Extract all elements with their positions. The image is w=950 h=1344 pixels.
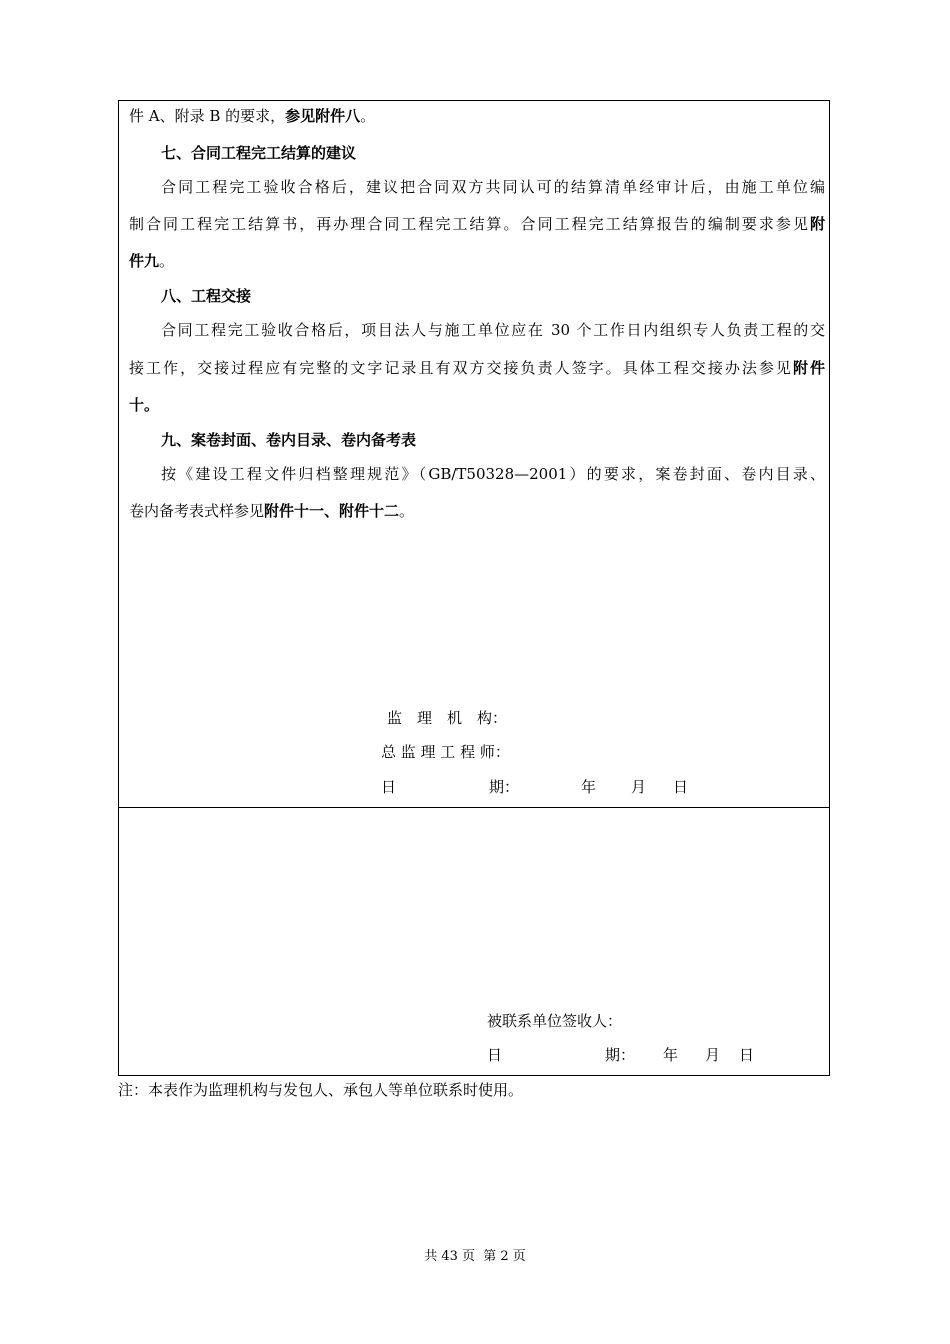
text-line <box>129 501 825 521</box>
body-text: 。 <box>159 252 175 270</box>
attachment-ref: 附件十一、附件十二 <box>264 502 400 520</box>
body-text: 制合同工程完工结算书，再办理合同工程完工结算。合同工程完工结算报告的编制要求参见 <box>129 215 810 233</box>
chief-engineer-label: 总 监 理 工 程 师： <box>381 743 510 761</box>
supervision-org-label: 监 理 机 构： <box>387 709 508 727</box>
attachment-ref: 附 <box>809 215 825 233</box>
attachment-ref: 件九 <box>129 252 160 270</box>
day-label: 日 <box>739 1046 755 1064</box>
body-text: 卷内备考表式样参见 <box>129 502 265 520</box>
section-heading-7: 七、合同工程完工结算的建议 <box>161 144 357 162</box>
body-text: 。 <box>399 502 415 520</box>
year-label: 年 <box>663 1046 679 1064</box>
section-heading-8: 八、工程交接 <box>161 287 252 305</box>
body-text: 件 A、附录 B 的要求， <box>129 107 286 125</box>
form-note: 注：本表作为监理机构与发包人、承包人等单位联系时使用。 <box>118 1081 524 1099</box>
text-line <box>129 358 825 378</box>
attachment-ref: 附件 <box>792 359 825 377</box>
month-label: 月 <box>705 1046 721 1064</box>
date-label-char2: 期： <box>489 778 520 796</box>
date-label-char2: 期： <box>605 1046 636 1064</box>
form-frame <box>118 100 830 1076</box>
month-label: 月 <box>631 778 647 796</box>
text-line <box>129 251 825 271</box>
year-label: 年 <box>581 778 597 796</box>
text-line: 合同工程完工验收合格后，项目法人与施工单位应在 30 个工作日内组织专人负责工程的交 <box>161 321 825 339</box>
text-line: 十。 <box>129 396 160 414</box>
section-heading-9: 九、案卷封面、卷内目录、卷内备考表 <box>161 431 417 449</box>
date-label-char1: 日 <box>487 1046 503 1064</box>
date-label-char1: 日 <box>381 778 397 796</box>
text-line <box>129 106 825 126</box>
form-divider <box>119 807 829 808</box>
total-pages: 共 43 页 <box>424 1249 475 1264</box>
text-line: 合同工程完工验收合格后，建议把合同双方共同认可的结算清单经审计后，由施工单位编 <box>161 178 825 196</box>
page-footer <box>0 1248 950 1266</box>
current-page: 第 2 页 <box>483 1249 526 1264</box>
attachment-ref: 参见附件八 <box>285 107 361 125</box>
text-line <box>129 214 825 234</box>
receiver-label: 被联系单位签收人： <box>487 1012 623 1030</box>
text-line: 按《建设工程文件归档整理规范》（GB/T50328—2001）的要求，案卷封面、卷内目录、 <box>161 465 825 483</box>
day-label: 日 <box>673 778 689 796</box>
body-text: 接工作，交接过程应有完整的文字记录且有双方交接负责人签字。具体工程交接办法参见 <box>129 359 793 377</box>
body-text: 。 <box>360 107 376 125</box>
